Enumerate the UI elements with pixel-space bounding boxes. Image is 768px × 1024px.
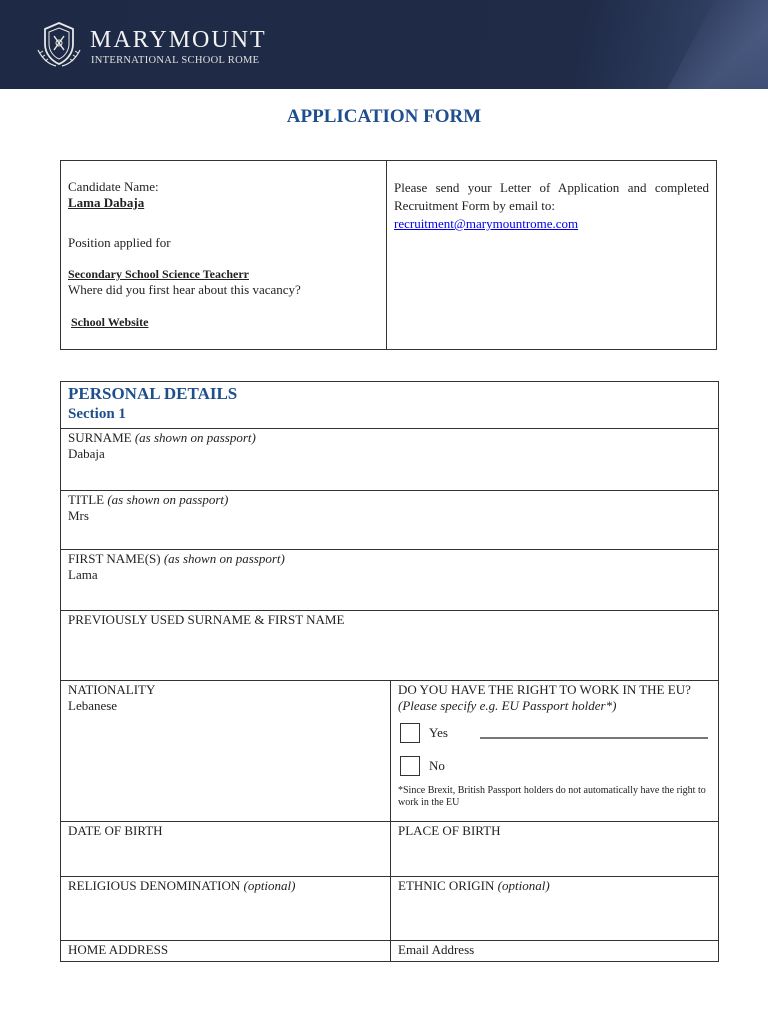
home-address-label: HOME ADDRESS bbox=[68, 942, 169, 957]
vacancy-question: Where did you first hear about this vacancy? bbox=[68, 282, 301, 297]
personal-details-header bbox=[61, 382, 719, 429]
surname-value[interactable]: Dabaja bbox=[68, 446, 105, 461]
section-heading: PERSONAL DETAILS bbox=[68, 384, 238, 403]
surname-note: (as shown on passport) bbox=[134, 430, 256, 445]
brexit-footnote: *Since Brexit, British Passport holders do not automatically have the right to work in the EU bbox=[398, 785, 706, 808]
religion-field[interactable] bbox=[61, 877, 391, 941]
no-option[interactable] bbox=[398, 751, 712, 781]
right-to-work-label: DO YOU HAVE THE RIGHT TO WORK IN THE EU? bbox=[398, 682, 691, 697]
title-field[interactable] bbox=[61, 491, 719, 550]
candidate-name-value[interactable]: Lama Dabaja bbox=[68, 195, 145, 210]
surname-label: SURNAME bbox=[68, 430, 132, 445]
no-checkbox[interactable] bbox=[400, 756, 420, 776]
candidate-info-cell bbox=[61, 161, 387, 350]
place-of-birth-field[interactable] bbox=[391, 822, 719, 877]
ethnic-origin-note: (optional) bbox=[497, 878, 550, 893]
religion-label: RELIGIOUS DENOMINATION bbox=[68, 878, 241, 893]
school-subtitle: INTERNATIONAL SCHOOL ROME bbox=[91, 55, 260, 66]
nationality-field[interactable] bbox=[61, 681, 391, 822]
yes-label: Yes bbox=[429, 725, 448, 740]
position-value[interactable]: Secondary School Science Teacherr bbox=[68, 267, 249, 281]
school-crest-icon bbox=[36, 20, 82, 68]
title-value[interactable]: Mrs bbox=[68, 508, 89, 523]
first-names-field[interactable] bbox=[61, 550, 719, 611]
title-label: TITLE bbox=[68, 492, 105, 507]
right-to-work-hint: (Please specify e.g. EU Passport holder*) bbox=[398, 698, 617, 713]
specify-line[interactable] bbox=[480, 737, 708, 739]
date-of-birth-field[interactable] bbox=[61, 822, 391, 877]
right-to-work-field bbox=[391, 681, 719, 822]
form-title: APPLICATION FORM bbox=[286, 106, 482, 127]
yes-checkbox[interactable] bbox=[400, 723, 420, 743]
date-of-birth-label: DATE OF BIRTH bbox=[68, 823, 163, 838]
previous-names-field[interactable] bbox=[61, 611, 719, 681]
position-label: Position applied for bbox=[68, 235, 171, 250]
ethnic-origin-field[interactable] bbox=[391, 877, 719, 941]
first-names-label: FIRST NAME(S) bbox=[68, 551, 161, 566]
application-intro-table bbox=[60, 160, 717, 350]
instructions-cell bbox=[387, 161, 717, 350]
candidate-name-label: Candidate Name: bbox=[68, 179, 159, 194]
surname-field[interactable] bbox=[61, 429, 719, 491]
email-address-label: Email Address bbox=[398, 942, 475, 957]
title-note: (as shown on passport) bbox=[107, 492, 229, 507]
instructions-text: Please send your Letter of Application and completed Recruitment Form by email to: bbox=[394, 180, 709, 213]
header-banner bbox=[0, 0, 768, 89]
nationality-label: NATIONALITY bbox=[68, 682, 156, 697]
religion-note: (optional) bbox=[243, 878, 296, 893]
home-address-field[interactable] bbox=[61, 941, 391, 962]
previous-names-label: PREVIOUSLY USED SURNAME & FIRST NAME bbox=[68, 612, 345, 627]
nationality-value[interactable]: Lebanese bbox=[68, 698, 118, 713]
ethnic-origin-label: ETHNIC ORIGIN bbox=[398, 878, 495, 893]
no-label: No bbox=[429, 758, 445, 773]
vacancy-answer[interactable]: School Website bbox=[71, 315, 149, 329]
first-names-note: (as shown on passport) bbox=[163, 551, 285, 566]
yes-option[interactable] bbox=[398, 718, 712, 748]
recruitment-email-link[interactable]: recruitment@marymountrome.com bbox=[394, 216, 579, 231]
first-names-value[interactable]: Lama bbox=[68, 567, 98, 582]
section-number: Section 1 bbox=[68, 406, 126, 422]
banner-accent-stripe bbox=[651, 0, 768, 89]
school-name: MARYMOUNT bbox=[90, 27, 267, 53]
personal-details-table bbox=[60, 381, 719, 962]
place-of-birth-label: PLACE OF BIRTH bbox=[398, 823, 501, 838]
email-address-field[interactable] bbox=[391, 941, 719, 962]
